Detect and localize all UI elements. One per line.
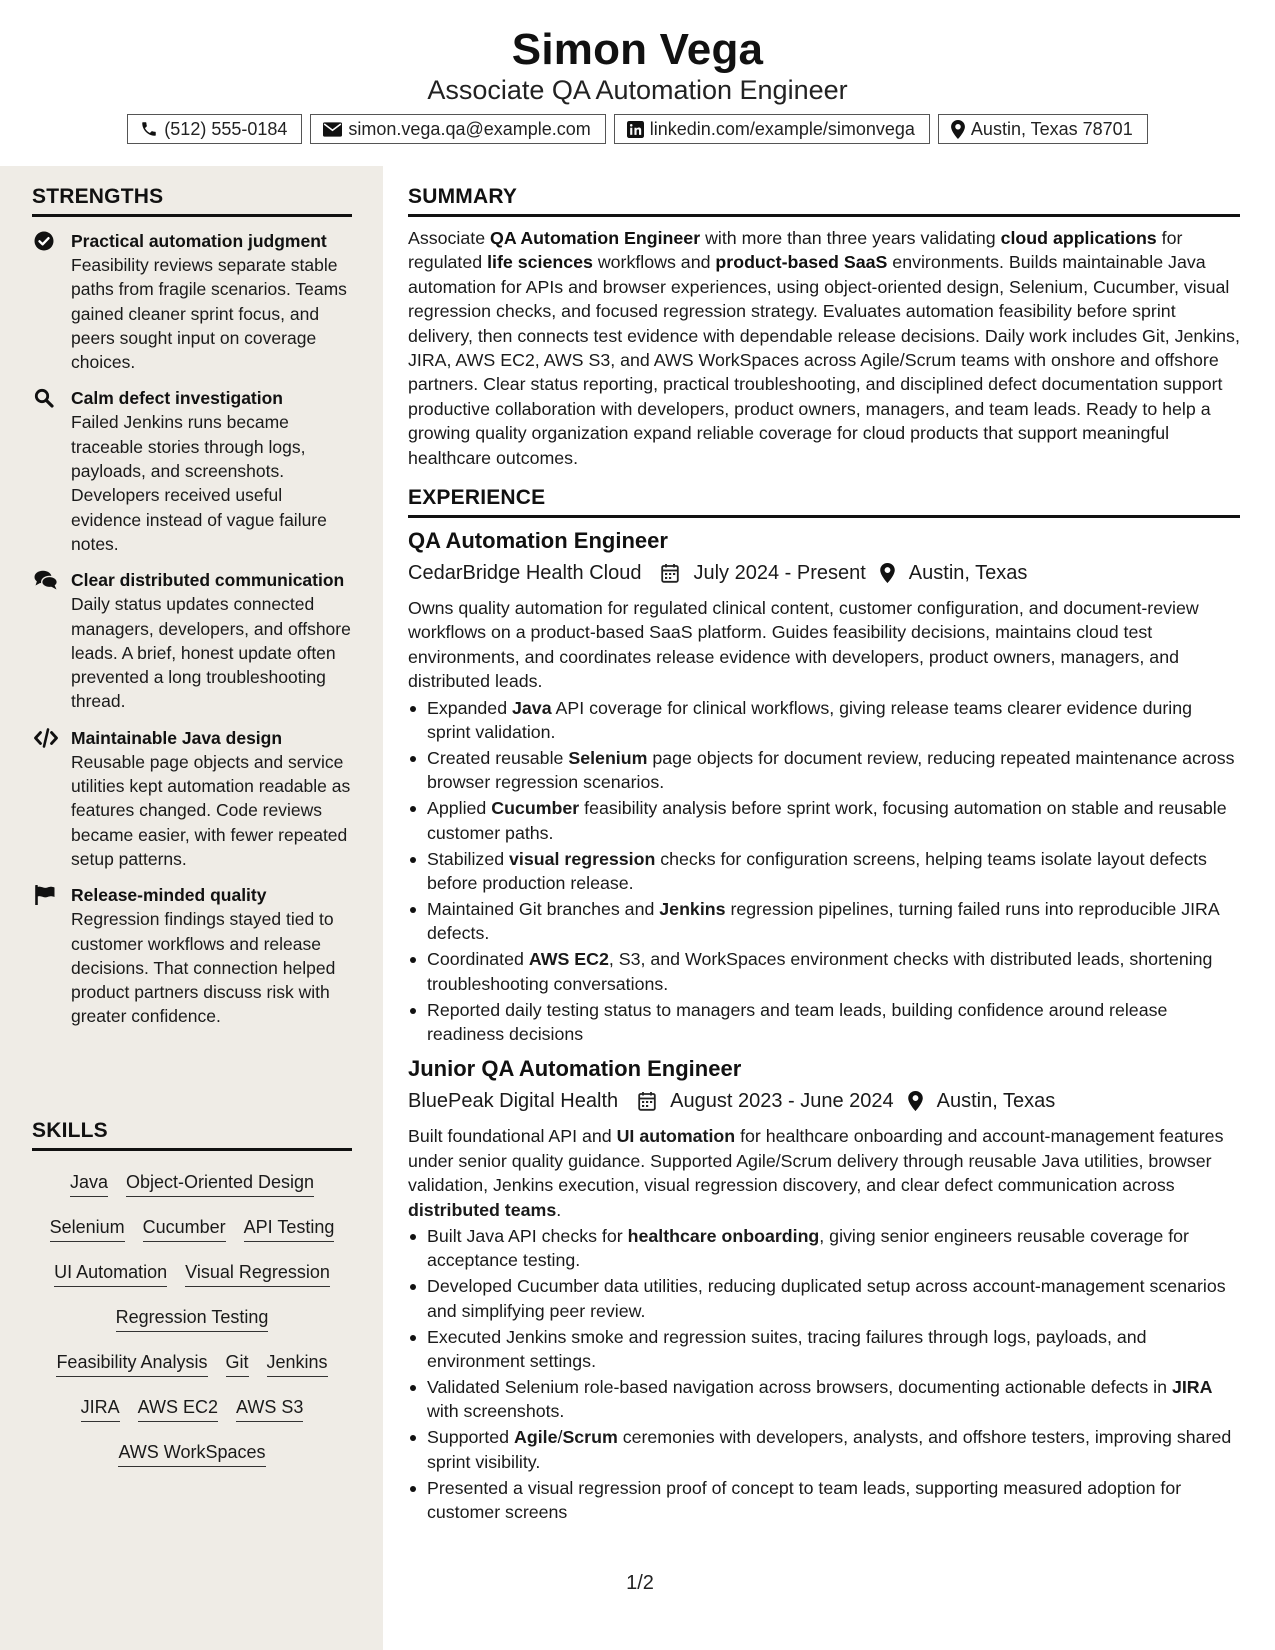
check-circle-icon: [34, 231, 56, 251]
job-location: Austin, Texas: [936, 1090, 1056, 1113]
strength-description: Reusable page objects and service utilities kept automation readable as features changed. Code reviews became easier, with fewer repeated setup patterns.: [71, 751, 351, 869]
skill-tag: AWS EC2: [138, 1396, 218, 1422]
skill-tag: UI Automation: [54, 1261, 167, 1287]
contact-bar: [0, 114, 1275, 144]
skill-tag: Selenium: [50, 1216, 125, 1242]
experience-section: [408, 485, 1240, 1524]
bullet-item: Stabilized visual regression checks for configuration screens, helping teams isolate layout defects before production release.: [408, 847, 1240, 896]
bullet-item: Expanded Java API coverage for clinical workflows, giving release teams clearer evidence during sprint validation.: [408, 696, 1240, 745]
summary-section: [408, 184, 1240, 470]
skills-heading: SKILLS: [32, 1118, 352, 1151]
company-name: CedarBridge Health Cloud: [408, 562, 642, 585]
contact-location: [938, 114, 1148, 144]
skill-row: [32, 1296, 352, 1341]
job-dates: August 2023 - June 2024: [670, 1090, 894, 1113]
job-meta: [408, 558, 1240, 588]
location-text: Austin, Texas 78701: [970, 118, 1133, 139]
strength-description: Daily status updates connected managers, developers, and offshore leads. A brief, honest update often prevented a long troubleshooting thread.: [71, 594, 351, 712]
job-meta: [408, 1086, 1240, 1116]
phone-text: (512) 555-0184: [164, 118, 288, 139]
job-title: QA Automation Engineer: [408, 528, 668, 554]
job-location: Austin, Texas: [908, 562, 1028, 585]
skill-tag: AWS S3: [236, 1396, 303, 1422]
job-title: Junior QA Automation Engineer: [408, 1056, 742, 1082]
bullet-item: Supported Agile/Scrum ceremonies with developers, analysts, and offshore testers, improving shared sprint visibility.: [408, 1425, 1240, 1474]
skill-tag: Git: [226, 1351, 249, 1377]
skill-row: [32, 1161, 352, 1206]
skill-tag: AWS WorkSpaces: [118, 1441, 265, 1467]
envelope-icon: [323, 122, 342, 137]
sidebar: [0, 166, 383, 1650]
strength-description: Regression findings stayed tied to customer workflows and release decisions. That connection helped product partners discuss risk with greater confidence.: [71, 909, 336, 1027]
strength-title: Calm defect investigation: [71, 388, 283, 409]
strength-item: [32, 229, 352, 374]
skill-row: [32, 1341, 352, 1386]
experience-heading: EXPERIENCE: [408, 485, 1240, 518]
job-summary: Owns quality automation for regulated clinical content, customer configuration, and document-review workflows on a product-based SaaS platform. Guides feasibility decisions, maintains cloud test environments, and coordinates release evidence with developers, product owners, managers, and distributed leads.: [408, 598, 1199, 692]
job-entry: [408, 1054, 1240, 1524]
strengths-heading: STRENGTHS: [32, 184, 352, 217]
skill-row: [32, 1431, 352, 1476]
candidate-title: Associate QA Automation Engineer: [427, 75, 848, 105]
linkedin-text: linkedin.com/example/simonvega: [649, 118, 915, 139]
skill-row: [32, 1251, 352, 1296]
job-bullets: [408, 696, 1240, 1047]
strength-title: Maintainable Java design: [71, 727, 283, 748]
summary-text: Associate QA Automation Engineer with more than three years validating cloud applications for regulated life sciences workflows and product-based SaaS environments. Builds maintainable Java automation for APIs and browser experiences, using object-oriented design, Selenium, Cucumber, visual regression checks, and focused regression strategy. Evaluates automation feasibility before sprint delivery, then connects test evidence with dependable release decisions. Daily work includes Git, Jenkins, JIRA, AWS EC2, AWS S3, and AWS WorkSpaces across Agile/Scrum teams with onshore and offshore partners. Clear status reporting, practical troubleshooting, and disciplined defect documentation support productive collaboration with developers, product owners, managers, and team leads. Ready to help a growing quality organization expand reliable coverage for cloud products that support meaningful healthcare outcomes.: [408, 228, 1240, 468]
phone-icon: [140, 120, 158, 138]
map-pin-icon: [880, 563, 895, 583]
contact-phone[interactable]: [127, 114, 302, 144]
strengths-section: [32, 184, 352, 1029]
skill-tag: Regression Testing: [116, 1306, 269, 1332]
bullet-item: Validated Selenium role-based navigation across browsers, documenting actionable defects in JIRA with screenshots.: [408, 1375, 1240, 1424]
skill-tag: Object-Oriented Design: [126, 1171, 314, 1197]
email-text: simon.vega.qa@example.com: [348, 118, 591, 139]
bullet-item: Created reusable Selenium page objects for document review, reducing repeated maintenance across browser regression scenarios.: [408, 746, 1240, 795]
calendar-icon: [638, 1091, 656, 1111]
code-icon: [34, 728, 56, 748]
contact-email[interactable]: [310, 114, 605, 144]
strength-item: [32, 386, 352, 556]
map-pin-icon: [951, 120, 965, 139]
candidate-name: Simon Vega: [511, 25, 764, 74]
job-entry: [408, 526, 1240, 1046]
strength-item: [32, 568, 352, 713]
bullet-item: Developed Cucumber data utilities, reducing duplicated setup across account-management scenarios and simplifying peer review.: [408, 1274, 1240, 1323]
comments-icon: [34, 570, 56, 590]
bullet-item: Presented a visual regression proof of concept to team leads, supporting measured adoption for customer screens: [408, 1476, 1240, 1525]
linkedin-icon: [627, 121, 644, 138]
strength-title: Practical automation judgment: [71, 231, 327, 251]
company-name: BluePeak Digital Health: [408, 1090, 619, 1113]
job-dates: July 2024 - Present: [693, 562, 866, 585]
skill-tag: Feasibility Analysis: [56, 1351, 207, 1377]
skill-tag: Cucumber: [143, 1216, 226, 1242]
bullet-item: Built Java API checks for healthcare onboarding, giving senior engineers reusable coverage for acceptance testing.: [408, 1224, 1240, 1273]
summary-heading: SUMMARY: [408, 184, 1240, 217]
bullet-item: Executed Jenkins smoke and regression suites, tracing failures through logs, payloads, and environment settings.: [408, 1325, 1240, 1374]
strength-item: [32, 726, 352, 871]
job-bullets: [408, 1224, 1240, 1524]
contact-linkedin[interactable]: [614, 114, 930, 144]
skill-tag: JIRA: [81, 1396, 120, 1422]
strength-description: Failed Jenkins runs became traceable stories through logs, payloads, and screenshots. Developers received useful evidence instead of vague failure notes.: [71, 412, 327, 554]
skill-tag: API Testing: [244, 1216, 335, 1242]
map-pin-icon: [908, 1091, 923, 1111]
bullet-item: Applied Cucumber feasibility analysis before sprint work, focusing automation on stable and reusable customer paths.: [408, 796, 1240, 845]
flag-icon: [34, 885, 56, 905]
skill-tag: Jenkins: [267, 1351, 328, 1377]
strength-description: Feasibility reviews separate stable paths from fragile scenarios. Teams gained cleaner sprint focus, and peers sought input on coverage choices.: [71, 255, 347, 373]
strength-title: Release-minded quality: [71, 885, 267, 906]
job-summary: Built foundational API and UI automation for healthcare onboarding and account-management features under senior quality guidance. Supported Agile/Scrum delivery through reusable Java utilities, browser validation, Jenkins execution, visual regression discovery, and clear defect communication across distributed teams.: [408, 1126, 1224, 1220]
skill-list: [32, 1161, 352, 1476]
main-content: [408, 166, 1240, 1526]
bullet-item: Maintained Git branches and Jenkins regression pipelines, turning failed runs into reproducible JIRA defects.: [408, 897, 1240, 946]
skill-tag: Visual Regression: [185, 1261, 330, 1287]
resume-header: [0, 0, 1275, 166]
skill-tag: Java: [70, 1171, 108, 1197]
bullet-item: Coordinated AWS EC2, S3, and WorkSpaces environment checks with distributed leads, shortening troubleshooting conversations.: [408, 947, 1240, 996]
search-icon: [34, 388, 56, 408]
bullet-item: Reported daily testing status to managers and team leads, building confidence around release readiness decisions: [408, 998, 1240, 1047]
strength-title: Clear distributed communication: [71, 570, 345, 591]
page-number: 1/2: [626, 1572, 654, 1594]
skill-row: [32, 1386, 352, 1431]
skill-row: [32, 1206, 352, 1251]
calendar-icon: [661, 563, 679, 583]
skills-section: [32, 1118, 352, 1476]
strength-item: [32, 883, 352, 1028]
